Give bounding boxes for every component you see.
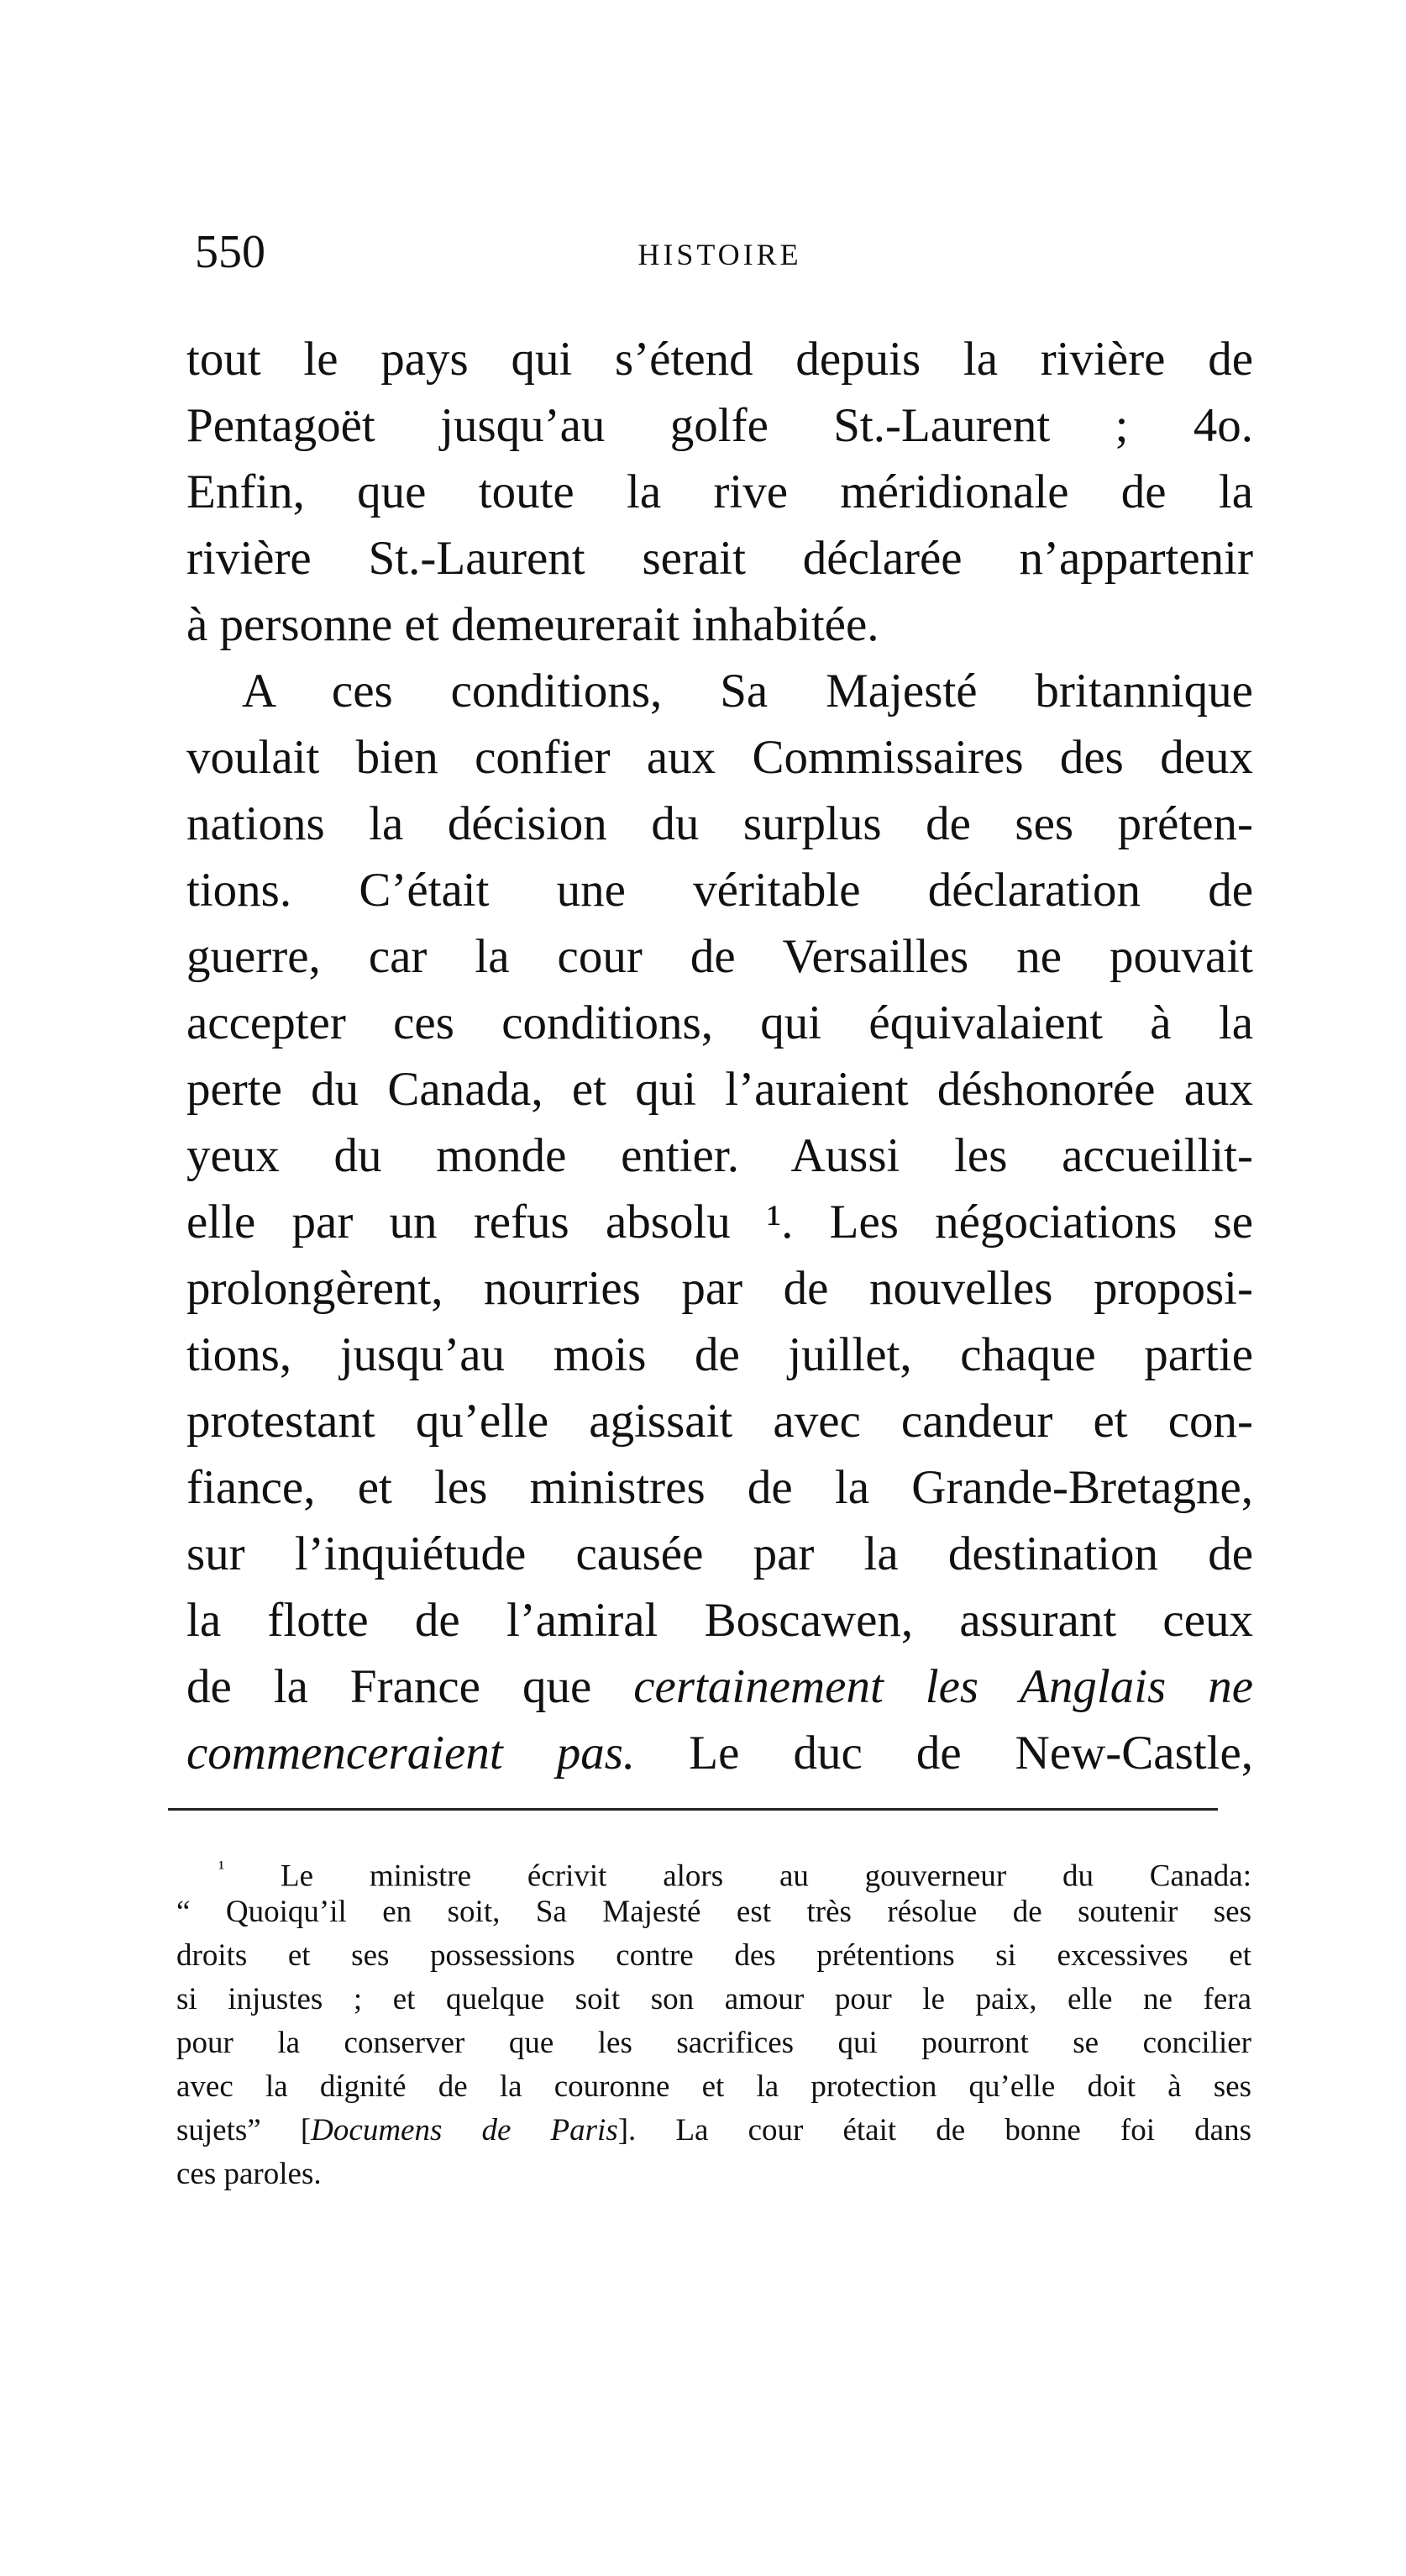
italic-phrase: certainement les Anglais ne [633, 1660, 1254, 1713]
text-line: prolongèrent, nourries par de nouvelles proposi- [186, 1262, 1253, 1315]
text-line: Enfin, que toute la rive méridionale de la [186, 465, 1253, 518]
footnote-line [176, 1847, 1251, 1894]
footnote-line: droits et ses possessions contre des prétentions si excessives et [176, 1938, 1251, 1973]
text-line: la flotte de l’amiral Boscawen, assurant ceux [186, 1594, 1253, 1647]
text-line: perte du Canada, et qui l’auraient déshonorée aux [186, 1063, 1253, 1116]
text-line: accepter ces conditions, qui équivalaient à la [186, 996, 1253, 1049]
text-line [186, 1653, 1253, 1720]
running-head: HISTOIRE [637, 238, 802, 271]
italic-phrase: commenceraient pas. [186, 1727, 636, 1780]
text-line: elle par un refus absolu ¹. Les négociations se [186, 1196, 1253, 1249]
footnote-line [176, 2109, 1251, 2153]
text-line [186, 1720, 1253, 1786]
text-line: fiance, et les ministres de la Grande-Bretagne, [186, 1461, 1253, 1514]
text-line: protestant qu’elle agissait avec candeur et con- [186, 1395, 1253, 1448]
footnote-line: “ Quoiqu’il en soit, Sa Majesté est très résolue de soutenir ses [176, 1895, 1251, 1929]
text-line: Pentagoët jusqu’au golfe St.-Laurent ; 4o. [186, 399, 1253, 452]
page-header [186, 225, 1253, 301]
text-line: nations la décision du surplus de ses préten- [186, 797, 1253, 850]
page-number: 550 [195, 226, 265, 278]
text-line: yeux du monde entier. Aussi les accueillit- [186, 1129, 1253, 1182]
text-line: tout le pays qui s’étend depuis la rivière de [186, 333, 1253, 386]
text-segment: sujets” [ [176, 2113, 312, 2148]
italic-phrase: Documens de Paris [311, 2113, 618, 2148]
text-line: tions, jusqu’au mois de juillet, chaque partie [186, 1328, 1253, 1381]
text-line: tions. C’était une véritable déclaration de [186, 864, 1253, 917]
text-segment: de la France que [186, 1660, 592, 1713]
text-segment: Le duc de New-Castle, [689, 1727, 1254, 1780]
footnote-marker: ¹ [218, 1858, 225, 1879]
footnote-line: pour la conserver que les sacrifices qui pourront se concilier [176, 2026, 1251, 2060]
text-line: voulait bien confier aux Commissaires des deux [186, 731, 1253, 784]
text-segment: ]. La cour était de bonne foi dans [617, 2113, 1251, 2148]
text-line: sur l’inquiétude causée par la destination de [186, 1527, 1253, 1580]
footnote [176, 1847, 1251, 2196]
footnote-line: avec la dignité de la couronne et la protection qu’elle doit à ses [176, 2069, 1251, 2104]
body-text [186, 326, 1253, 1786]
footnote-line: ces paroles. [176, 2157, 322, 2191]
text-line: guerre, car la cour de Versailles ne pouvait [186, 930, 1253, 983]
text-line: A ces conditions, Sa Majesté britannique [242, 665, 1253, 718]
text-line: rivière St.-Laurent serait déclarée n’appartenir [186, 532, 1253, 585]
text-line: à personne et demeurerait inhabitée. [186, 598, 879, 651]
footnote-divider [168, 1808, 1218, 1816]
footnote-line: si injustes ; et quelque soit son amour pour le paix, elle ne fera [176, 1982, 1251, 2016]
text-segment: Le ministre écrivit alors au gouverneur du Canada: [281, 1858, 1251, 1894]
